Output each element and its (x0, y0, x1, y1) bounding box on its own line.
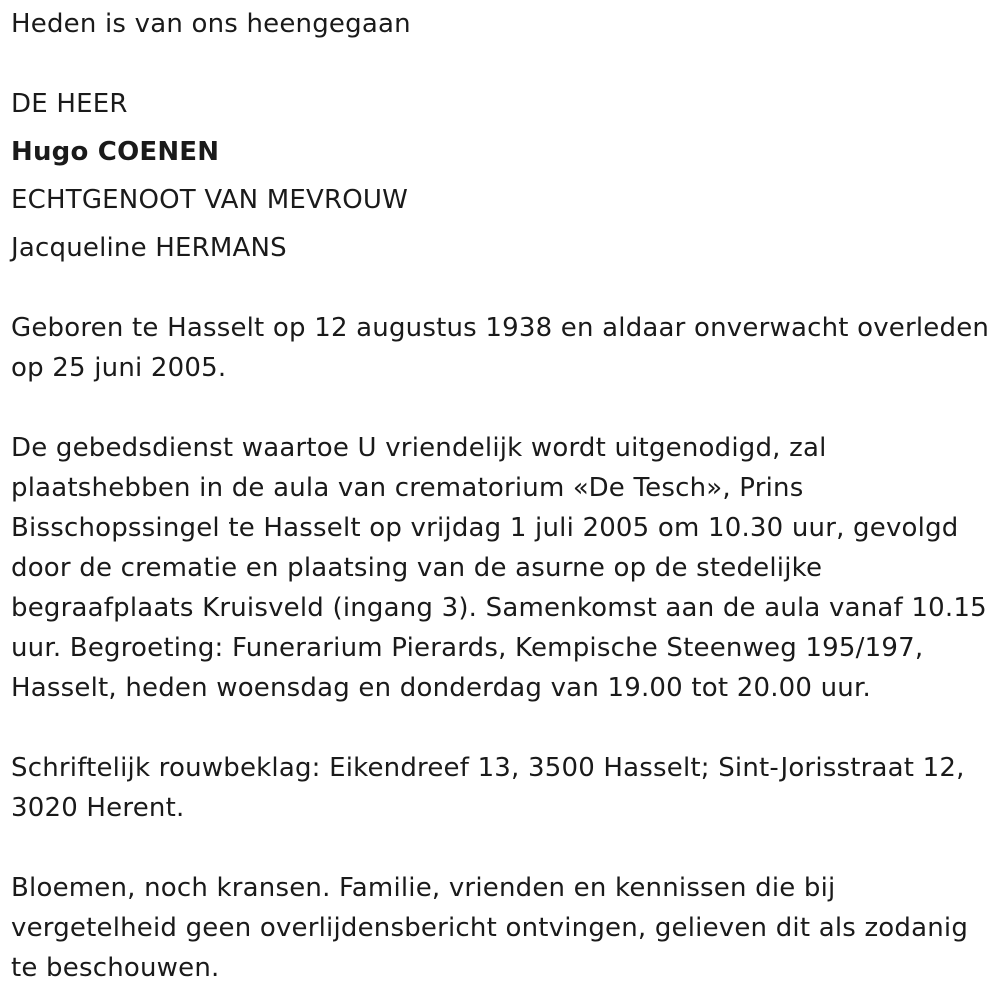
flowers-paragraph (11, 868, 996, 988)
intro-text: Heden is van ons heengegaan (11, 9, 411, 39)
spacer (11, 708, 996, 748)
paragraph-line: te beschouwen. (11, 953, 220, 983)
spacer (11, 388, 996, 428)
paragraph-line: Hasselt, heden woensdag en donderdag van 19.00 tot 20.00 uur. (11, 673, 871, 703)
paragraph-line: Geboren te Hasselt op 12 augustus 1938 en aldaar onverwacht overleden (11, 313, 990, 343)
paragraph-line: Bloemen, noch kransen. Familie, vrienden en kennissen die bij (11, 873, 836, 903)
spacer (11, 44, 996, 84)
paragraph-line: Bisschopssingel te Hasselt op vrijdag 1 juli 2005 om 10.30 uur, gevolgd (11, 513, 959, 543)
paragraph-line: 3020 Herent. (11, 793, 185, 823)
obituary-notice (11, 4, 996, 988)
paragraph-line: De gebedsdienst waartoe U vriendelijk wordt uitgenodigd, zal (11, 433, 827, 463)
spacer (11, 828, 996, 868)
paragraph-line: begraafplaats Kruisveld (ingang 3). Samenkomst aan de aula vanaf 10.15 (11, 593, 987, 623)
service-paragraph (11, 428, 996, 708)
paragraph-line: vergetelheid geen overlijdensbericht ontvingen, gelieven dit als zodanig (11, 913, 969, 943)
paragraph-line: Schriftelijk rouwbeklag: Eikendreef 13, 3500 Hasselt; Sint-Jorisstraat 12, (11, 753, 965, 783)
spouse-name: Jacqueline HERMANS (11, 233, 287, 263)
spacer (11, 268, 996, 308)
paragraph-line: op 25 juni 2005. (11, 353, 227, 383)
paragraph-line: uur. Begroeting: Funerarium Pierards, Kempische Steenweg 195/197, (11, 633, 924, 663)
paragraph-line: plaatshebben in de aula van crematorium «De Tesch», Prins (11, 473, 804, 503)
paragraph-line: door de crematie en plaatsing van de asurne op de stedelijke (11, 553, 823, 583)
title-prefix: DE HEER (11, 89, 128, 119)
birth-death-paragraph (11, 308, 996, 388)
deceased-name: Hugo COENEN (11, 137, 220, 167)
condolences-paragraph (11, 748, 996, 828)
spouse-label: ECHTGENOOT VAN MEVROUW (11, 185, 409, 215)
